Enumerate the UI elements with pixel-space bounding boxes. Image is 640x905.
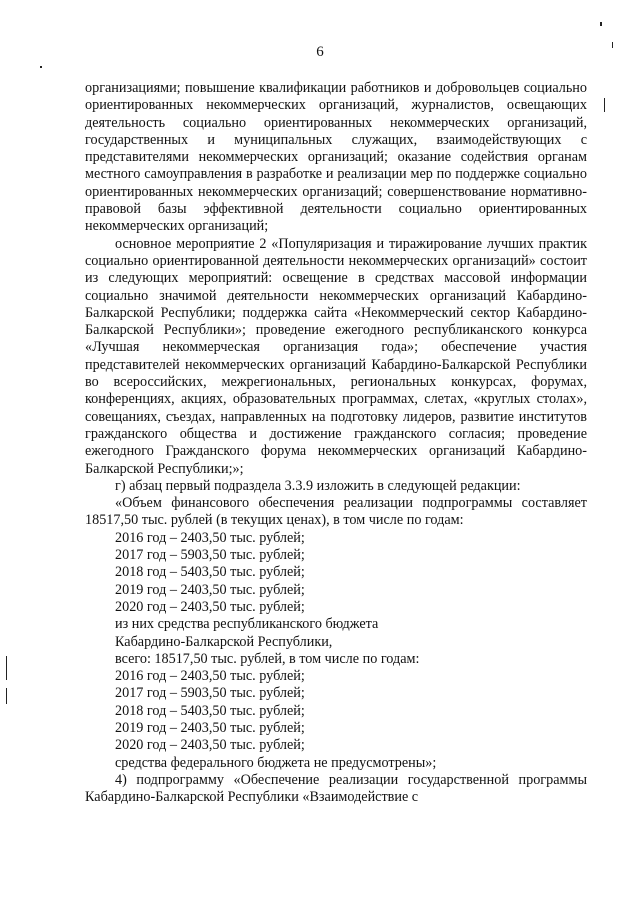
funding-line: из них средства республиканского бюджета bbox=[115, 616, 379, 633]
scan-mark bbox=[600, 22, 602, 26]
funding-line: всего: 18517,50 тыс. рублей, в том числе по годам: bbox=[115, 650, 420, 667]
funding-line: 2017 год – 5903,50 тыс. рублей; bbox=[115, 547, 305, 564]
funding-line: 2016 год – 2403,50 тыс. рублей; bbox=[115, 668, 305, 685]
funding-line: 2018 год – 5403,50 тыс. рублей; bbox=[115, 564, 305, 581]
funding-line: 2018 год – 5403,50 тыс. рублей; bbox=[115, 702, 305, 719]
paragraph-last: 4) подпрограмму «Обеспечение реализации государственной программы Кабардино-Балкарской Республики «Взаимодействие с bbox=[85, 771, 587, 806]
funding-line: Кабардино-Балкарской Республики, bbox=[115, 633, 333, 650]
document-body bbox=[85, 80, 587, 806]
paragraph-4: «Объем финансового обеспечения реализации подпрограммы составляет 18517,50 тыс. рублей (в текущих ценах), в том числе по годам: bbox=[85, 495, 587, 529]
funding-line: 2020 год – 2403,50 тыс. рублей; bbox=[115, 598, 305, 615]
paragraph-2: основное мероприятие 2 «Популяризация и тиражирование лучших практик социально ориентированной деятельности некоммерческих организаций» состоит из следующих мероприятий: освещение в средствах массовой информации социально значимой деятельности некоммерческих организаций Кабардино-Балкарской Республики; поддержка сайта «Некоммерческий сектор Кабардино-Балкарской Республики»; проведение ежегодного республиканского конкурса «Лучшая некоммерческая организация года»; обеспечение участия представителей некоммерческих организаций Кабардино-Балкарской Республики во всероссийских, межрегиональных, региональных конкурсах, форумах, конференциях, акциях, образовательных программах, слетах, «круглых столах», совещаниях, съездах, направленных на подготовку лидеров, развитие институтов гражданского общества и достижение гражданского согласия; проведение ежегодного Гражданского форума некоммерческих организаций Кабардино-Балкарской Республики;»; bbox=[85, 235, 587, 477]
funding-line: средства федерального бюджета не предусмотрены»; bbox=[115, 754, 437, 771]
funding-line: 2017 год – 5903,50 тыс. рублей; bbox=[115, 685, 305, 702]
funding-line: 2016 год – 2403,50 тыс. рублей; bbox=[115, 529, 305, 546]
paragraph-3: г) абзац первый подраздела 3.3.9 изложить в следующей редакции: bbox=[115, 477, 521, 494]
funding-line: 2019 год – 2403,50 тыс. рублей; bbox=[115, 719, 305, 736]
funding-line: 2020 год – 2403,50 тыс. рублей; bbox=[115, 737, 305, 754]
scan-mark bbox=[40, 66, 42, 68]
funding-line: 2019 год – 2403,50 тыс. рублей; bbox=[115, 581, 305, 598]
scan-mark bbox=[6, 656, 7, 680]
scan-mark bbox=[612, 42, 613, 48]
page-number: 6 bbox=[316, 44, 324, 60]
scan-mark bbox=[6, 688, 7, 704]
scan-mark bbox=[604, 98, 605, 112]
paragraph-1: организациями; повышение квалификации работников и добровольцев социально ориентированных некоммерческих организаций, журналистов, освещающих деятельность социально ориентированных некоммерческих организаций, государственных и муниципальных служащих, взаимодействующих с представителями некоммерческих организаций; оказание содействия органам местного самоуправления в разработке и реализации мер по поддержке социально ориентированных некоммерческих организаций; совершенствование нормативно-правовой базы эффективной деятельности социально ориентированных некоммерческих организаций; bbox=[85, 80, 587, 235]
